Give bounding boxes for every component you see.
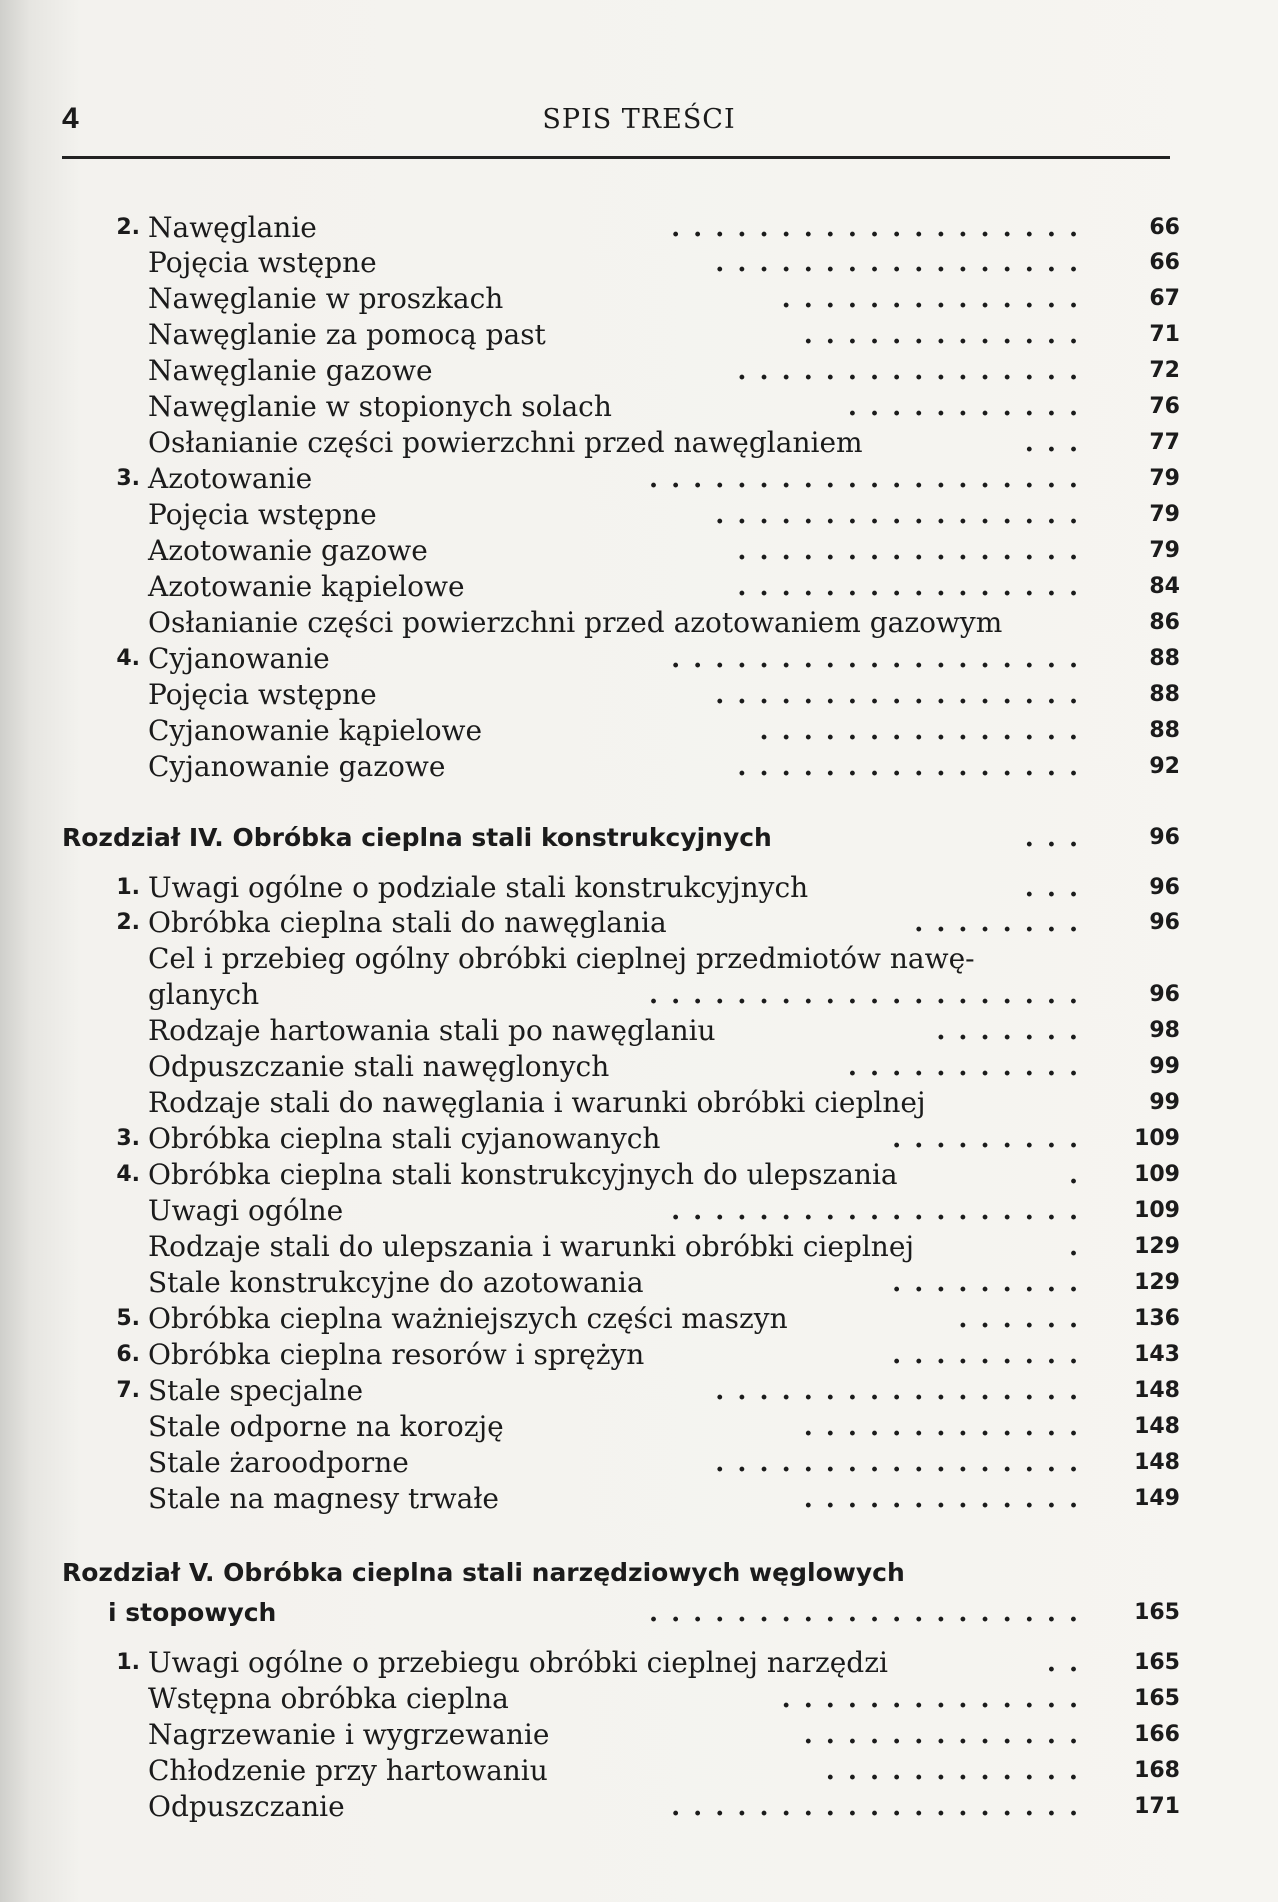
leader-dots: . . . . . . . . . . . . . . xyxy=(781,284,1080,314)
toc-entry xyxy=(0,1595,1278,1631)
toc-entry xyxy=(0,941,1278,977)
toc-entry-label: Nawęglanie za pomocą past xyxy=(148,318,546,351)
toc-entry xyxy=(0,1229,1278,1265)
toc-entry xyxy=(0,641,1278,677)
toc-page-number: 109 xyxy=(1134,1162,1180,1187)
toc-entry-label: Cyjanowanie gazowe xyxy=(148,750,446,783)
leader-dots: . . . . . . . . . . . . . . . . xyxy=(737,356,1080,386)
toc-entry xyxy=(0,533,1278,569)
leader-dots: . . . . . . . . . . . . xyxy=(825,1756,1080,1786)
toc-page-number: 165 xyxy=(1134,1650,1180,1675)
leader-dots: . . . . . . . . . . . . . . . . . . . . xyxy=(648,980,1080,1010)
toc-page-number: 136 xyxy=(1134,1306,1180,1331)
toc-entry-label: Obróbka cieplna stali cyjanowanych xyxy=(148,1122,661,1155)
leader-dots: . xyxy=(1068,1232,1080,1262)
toc-entry xyxy=(0,1337,1278,1373)
leader-dots: . . . xyxy=(1024,873,1080,903)
toc-entry xyxy=(0,1085,1278,1121)
toc-entry-label: Cyjanowanie xyxy=(148,642,330,675)
toc-entry xyxy=(0,1445,1278,1481)
leader-dots: . . . xyxy=(1024,823,1080,853)
toc-page-number: 99 xyxy=(1149,1090,1180,1115)
toc-page-number: 98 xyxy=(1149,1018,1180,1043)
toc-page-number: 165 xyxy=(1134,1600,1180,1625)
toc-page-number: 88 xyxy=(1149,718,1180,743)
toc-entry-number: 2. xyxy=(116,910,140,935)
toc-entry xyxy=(0,281,1278,317)
toc-chapter-title: Rozdział IV. Obróbka cieplna stali konstrukcyjnych xyxy=(62,823,772,852)
toc-entry-number: 4. xyxy=(116,1162,140,1187)
leader-dots: . . . . . . . . . . . . . . . xyxy=(759,716,1080,746)
toc-entry-label: Pojęcia wstępne xyxy=(148,498,377,531)
toc-entry-label: Wstępna obróbka cieplna xyxy=(148,1682,509,1715)
toc-entry-label: Azotowanie gazowe xyxy=(148,534,428,567)
toc-entry-label: Pojęcia wstępne xyxy=(148,678,377,711)
toc-page-number: 148 xyxy=(1134,1378,1180,1403)
toc-page-number: 84 xyxy=(1149,574,1180,599)
toc-entry-number: 3. xyxy=(116,1126,140,1151)
toc-page-number: 171 xyxy=(1134,1794,1180,1819)
toc-entry xyxy=(0,1301,1278,1337)
leader-dots: . . . . . . . . . . . . . . . . . xyxy=(715,1376,1080,1406)
leader-dots: . . . . . . . . . . . . . xyxy=(803,1412,1080,1442)
leader-dots: . . . . . . . . . xyxy=(892,1268,1080,1298)
toc-entry-number: 4. xyxy=(116,646,140,671)
toc-entry-number: 1. xyxy=(116,1650,140,1675)
toc-entry-label: Uwagi ogólne o podziale stali konstrukcyjnych xyxy=(148,871,809,904)
toc-entry-label: Rodzaje stali do ulepszania i warunki obróbki cieplnej xyxy=(148,1230,915,1263)
leader-dots: . . . . . . . . . . . . . . . . . . . xyxy=(671,644,1080,674)
toc-entry xyxy=(0,245,1278,281)
toc-entry xyxy=(0,820,1278,856)
toc-entry xyxy=(0,1193,1278,1229)
toc-page-number: 86 xyxy=(1149,610,1180,635)
toc-page-number: 66 xyxy=(1149,215,1180,240)
toc-entry-label: Azotowanie kąpielowe xyxy=(148,570,465,603)
toc-page-number: 129 xyxy=(1134,1234,1180,1259)
leader-dots: . . . . . . xyxy=(958,1304,1080,1334)
toc-entry-label: Uwagi ogólne xyxy=(148,1194,344,1227)
toc-entry xyxy=(0,389,1278,425)
toc-entry-number: 2. xyxy=(116,215,140,240)
toc-page-number: 148 xyxy=(1134,1414,1180,1439)
toc-entry-number: 5. xyxy=(116,1306,140,1331)
toc-entry xyxy=(0,870,1278,906)
leader-dots: . . . . . . . . . . . xyxy=(847,392,1080,422)
toc-entry xyxy=(0,1373,1278,1409)
toc-entry-label: Azotowanie xyxy=(148,462,313,495)
leader-dots: . . . . . . . . . . . . . . . . . . . xyxy=(671,213,1080,243)
toc-entry xyxy=(0,713,1278,749)
toc-entry xyxy=(0,1555,1278,1591)
toc-entry-label: Nawęglanie xyxy=(148,211,317,244)
toc-entry-label: Obróbka cieplna stali konstrukcyjnych do ulepszania xyxy=(148,1158,898,1191)
leader-dots: . . . . . . . . . . . . . . . . xyxy=(737,536,1080,566)
toc-entry xyxy=(0,1157,1278,1193)
toc-page-number: 168 xyxy=(1134,1758,1180,1783)
toc-page-number: 92 xyxy=(1149,754,1180,779)
toc-page-number: 165 xyxy=(1134,1686,1180,1711)
toc-entry-label: Stale odporne na korozję xyxy=(148,1410,504,1443)
toc-page-number: 79 xyxy=(1149,466,1180,491)
header-rule xyxy=(62,156,1170,159)
toc-page-number: 79 xyxy=(1149,502,1180,527)
toc-entry xyxy=(0,1265,1278,1301)
leader-dots: . . . . . . . . . . . . . . . . . xyxy=(715,500,1080,530)
toc-page-number: 72 xyxy=(1149,358,1180,383)
leader-dots: . . . . . . . . . . . . . . . . . xyxy=(715,680,1080,710)
toc-entry-label: Rodzaje stali do nawęglania i warunki obróbki cieplnej xyxy=(148,1086,926,1119)
leader-dots: . . . . . . . . . . . xyxy=(847,1052,1080,1082)
toc-entry xyxy=(0,749,1278,785)
leader-dots: . . . . . . . . . xyxy=(892,1340,1080,1370)
toc-entry xyxy=(0,425,1278,461)
toc-entry-label: Uwagi ogólne o przebiegu obróbki cieplnej narzędzi xyxy=(148,1646,888,1679)
toc-page-number: 96 xyxy=(1149,910,1180,935)
toc-entry-label: Obróbka cieplna ważniejszych części maszyn xyxy=(148,1302,788,1335)
toc-entry xyxy=(0,1717,1278,1753)
toc-entry-number: 3. xyxy=(116,466,140,491)
toc-page-number: 166 xyxy=(1134,1722,1180,1747)
toc-page-number: 109 xyxy=(1134,1198,1180,1223)
leader-dots: . . . . . . . . . . . . . xyxy=(803,1720,1080,1750)
toc-entry xyxy=(0,210,1278,246)
toc-entry xyxy=(0,353,1278,389)
toc-entry xyxy=(0,1645,1278,1681)
toc-entry xyxy=(0,1681,1278,1717)
toc-chapter-title: i stopowych xyxy=(108,1598,277,1627)
toc-entry xyxy=(0,1121,1278,1157)
toc-entry-label: Pojęcia wstępne xyxy=(148,246,377,279)
toc-entry-label: Obróbka cieplna stali do nawęglania xyxy=(148,906,667,939)
toc-entry xyxy=(0,461,1278,497)
toc-entry xyxy=(0,569,1278,605)
leader-dots: . . . . . . . . . . . . . . . . xyxy=(737,752,1080,782)
page-number: 4 xyxy=(62,102,79,135)
toc-entry-label: Nawęglanie gazowe xyxy=(148,354,433,387)
toc-entry-label: glanych xyxy=(148,978,260,1011)
leader-dots: . xyxy=(1068,1160,1080,1190)
toc-entry-label: Osłanianie części powierzchni przed azotowaniem gazowym xyxy=(148,606,1003,639)
toc-page-number: 96 xyxy=(1149,875,1180,900)
toc-entry xyxy=(0,1789,1278,1825)
toc-entry-label: Chłodzenie przy hartowaniu xyxy=(148,1754,548,1787)
leader-dots: . . . . . . . . . . . . . . . . . . . . xyxy=(648,464,1080,494)
toc-entry-label: Obróbka cieplna resorów i sprężyn xyxy=(148,1338,645,1371)
toc-entry-label: Nawęglanie w stopionych solach xyxy=(148,390,612,423)
toc-page-number: 96 xyxy=(1149,982,1180,1007)
toc-entry-label: Nagrzewanie i wygrzewanie xyxy=(148,1718,550,1751)
toc-page-number: 109 xyxy=(1134,1126,1180,1151)
toc-entry-label: Cyjanowanie kąpielowe xyxy=(148,714,483,747)
toc-page-number: 96 xyxy=(1149,825,1180,850)
toc-entry-label: Odpuszczanie xyxy=(148,1790,345,1823)
toc-entry-label: Osłanianie części powierzchni przed nawęglaniem xyxy=(148,426,863,459)
toc-entry-label: Rodzaje hartowania stali po nawęglaniu xyxy=(148,1014,716,1047)
leader-dots: . . . . . . . . . . . . . . . . . xyxy=(715,1448,1080,1478)
toc-entry xyxy=(0,905,1278,941)
leader-dots: . . . . . . . . . . . . . . . . . xyxy=(715,248,1080,278)
toc-entry xyxy=(0,605,1278,641)
leader-dots: . . . . . . . . . . . . . . . . . . . xyxy=(671,1792,1080,1822)
toc-page-number: 67 xyxy=(1149,286,1180,311)
toc-entry xyxy=(0,1049,1278,1085)
toc-entry xyxy=(0,677,1278,713)
toc-entry-number: 6. xyxy=(116,1342,140,1367)
leader-dots: . . . . . . . . . . . . . xyxy=(803,1484,1080,1514)
toc-entry-number: 1. xyxy=(116,875,140,900)
toc-entry xyxy=(0,1753,1278,1789)
toc-entry xyxy=(0,317,1278,353)
leader-dots: . . . . . . . . . . . . . . xyxy=(781,1684,1080,1714)
page-title: SPIS TREŚCI xyxy=(542,104,736,135)
leader-dots: . . xyxy=(1046,1648,1080,1678)
leader-dots: . . . . . . . . . . . . . . . . xyxy=(737,572,1080,602)
toc-page-number: 99 xyxy=(1149,1054,1180,1079)
toc-page-number: 77 xyxy=(1149,430,1180,455)
toc-page-number: 149 xyxy=(1134,1486,1180,1511)
toc-page-number: 71 xyxy=(1149,322,1180,347)
toc-page-number: 88 xyxy=(1149,646,1180,671)
toc-page-number: 66 xyxy=(1149,250,1180,275)
toc-page-number: 79 xyxy=(1149,538,1180,563)
toc-entry-label: Stale specjalne xyxy=(148,1374,364,1407)
toc-entry xyxy=(0,977,1278,1013)
toc-page-number: 129 xyxy=(1134,1270,1180,1295)
leader-dots: . . . . . . . . . . . . . xyxy=(803,320,1080,350)
toc-entry-label: Stale na magnesy trwałe xyxy=(148,1482,499,1515)
toc-entry-label: Cel i przebieg ogólny obróbki cieplnej przedmiotów nawę- xyxy=(148,942,975,975)
toc-page-number: 148 xyxy=(1134,1450,1180,1475)
toc-entry xyxy=(0,1013,1278,1049)
toc-entry xyxy=(0,1481,1278,1517)
toc-chapter-title: Rozdział V. Obróbka cieplna stali narzędziowych węglowych xyxy=(62,1558,905,1587)
toc-entry-label: Odpuszczanie stali nawęglonych xyxy=(148,1050,610,1083)
leader-dots: . . . . . . . . xyxy=(914,908,1080,938)
toc-entry-number: 7. xyxy=(116,1378,140,1403)
toc-entry xyxy=(0,1409,1278,1445)
toc-entry xyxy=(0,497,1278,533)
toc-entry-label: Stale konstrukcyjne do azotowania xyxy=(148,1266,644,1299)
toc-entry-label: Stale żaroodporne xyxy=(148,1446,409,1479)
toc-entry-label: Nawęglanie w proszkach xyxy=(148,282,504,315)
leader-dots: . . . . . . . . . . . . . . . . . . . xyxy=(671,1196,1080,1226)
toc-page-number: 143 xyxy=(1134,1342,1180,1367)
leader-dots: . . . . . . . . . xyxy=(892,1124,1080,1154)
toc-page-number: 76 xyxy=(1149,394,1180,419)
leader-dots: . . . xyxy=(1024,428,1080,458)
leader-dots: . . . . . . . xyxy=(936,1016,1080,1046)
leader-dots: . . . . . . . . . . . . . . . . . . . . xyxy=(648,1598,1080,1628)
toc-page-number: 88 xyxy=(1149,682,1180,707)
